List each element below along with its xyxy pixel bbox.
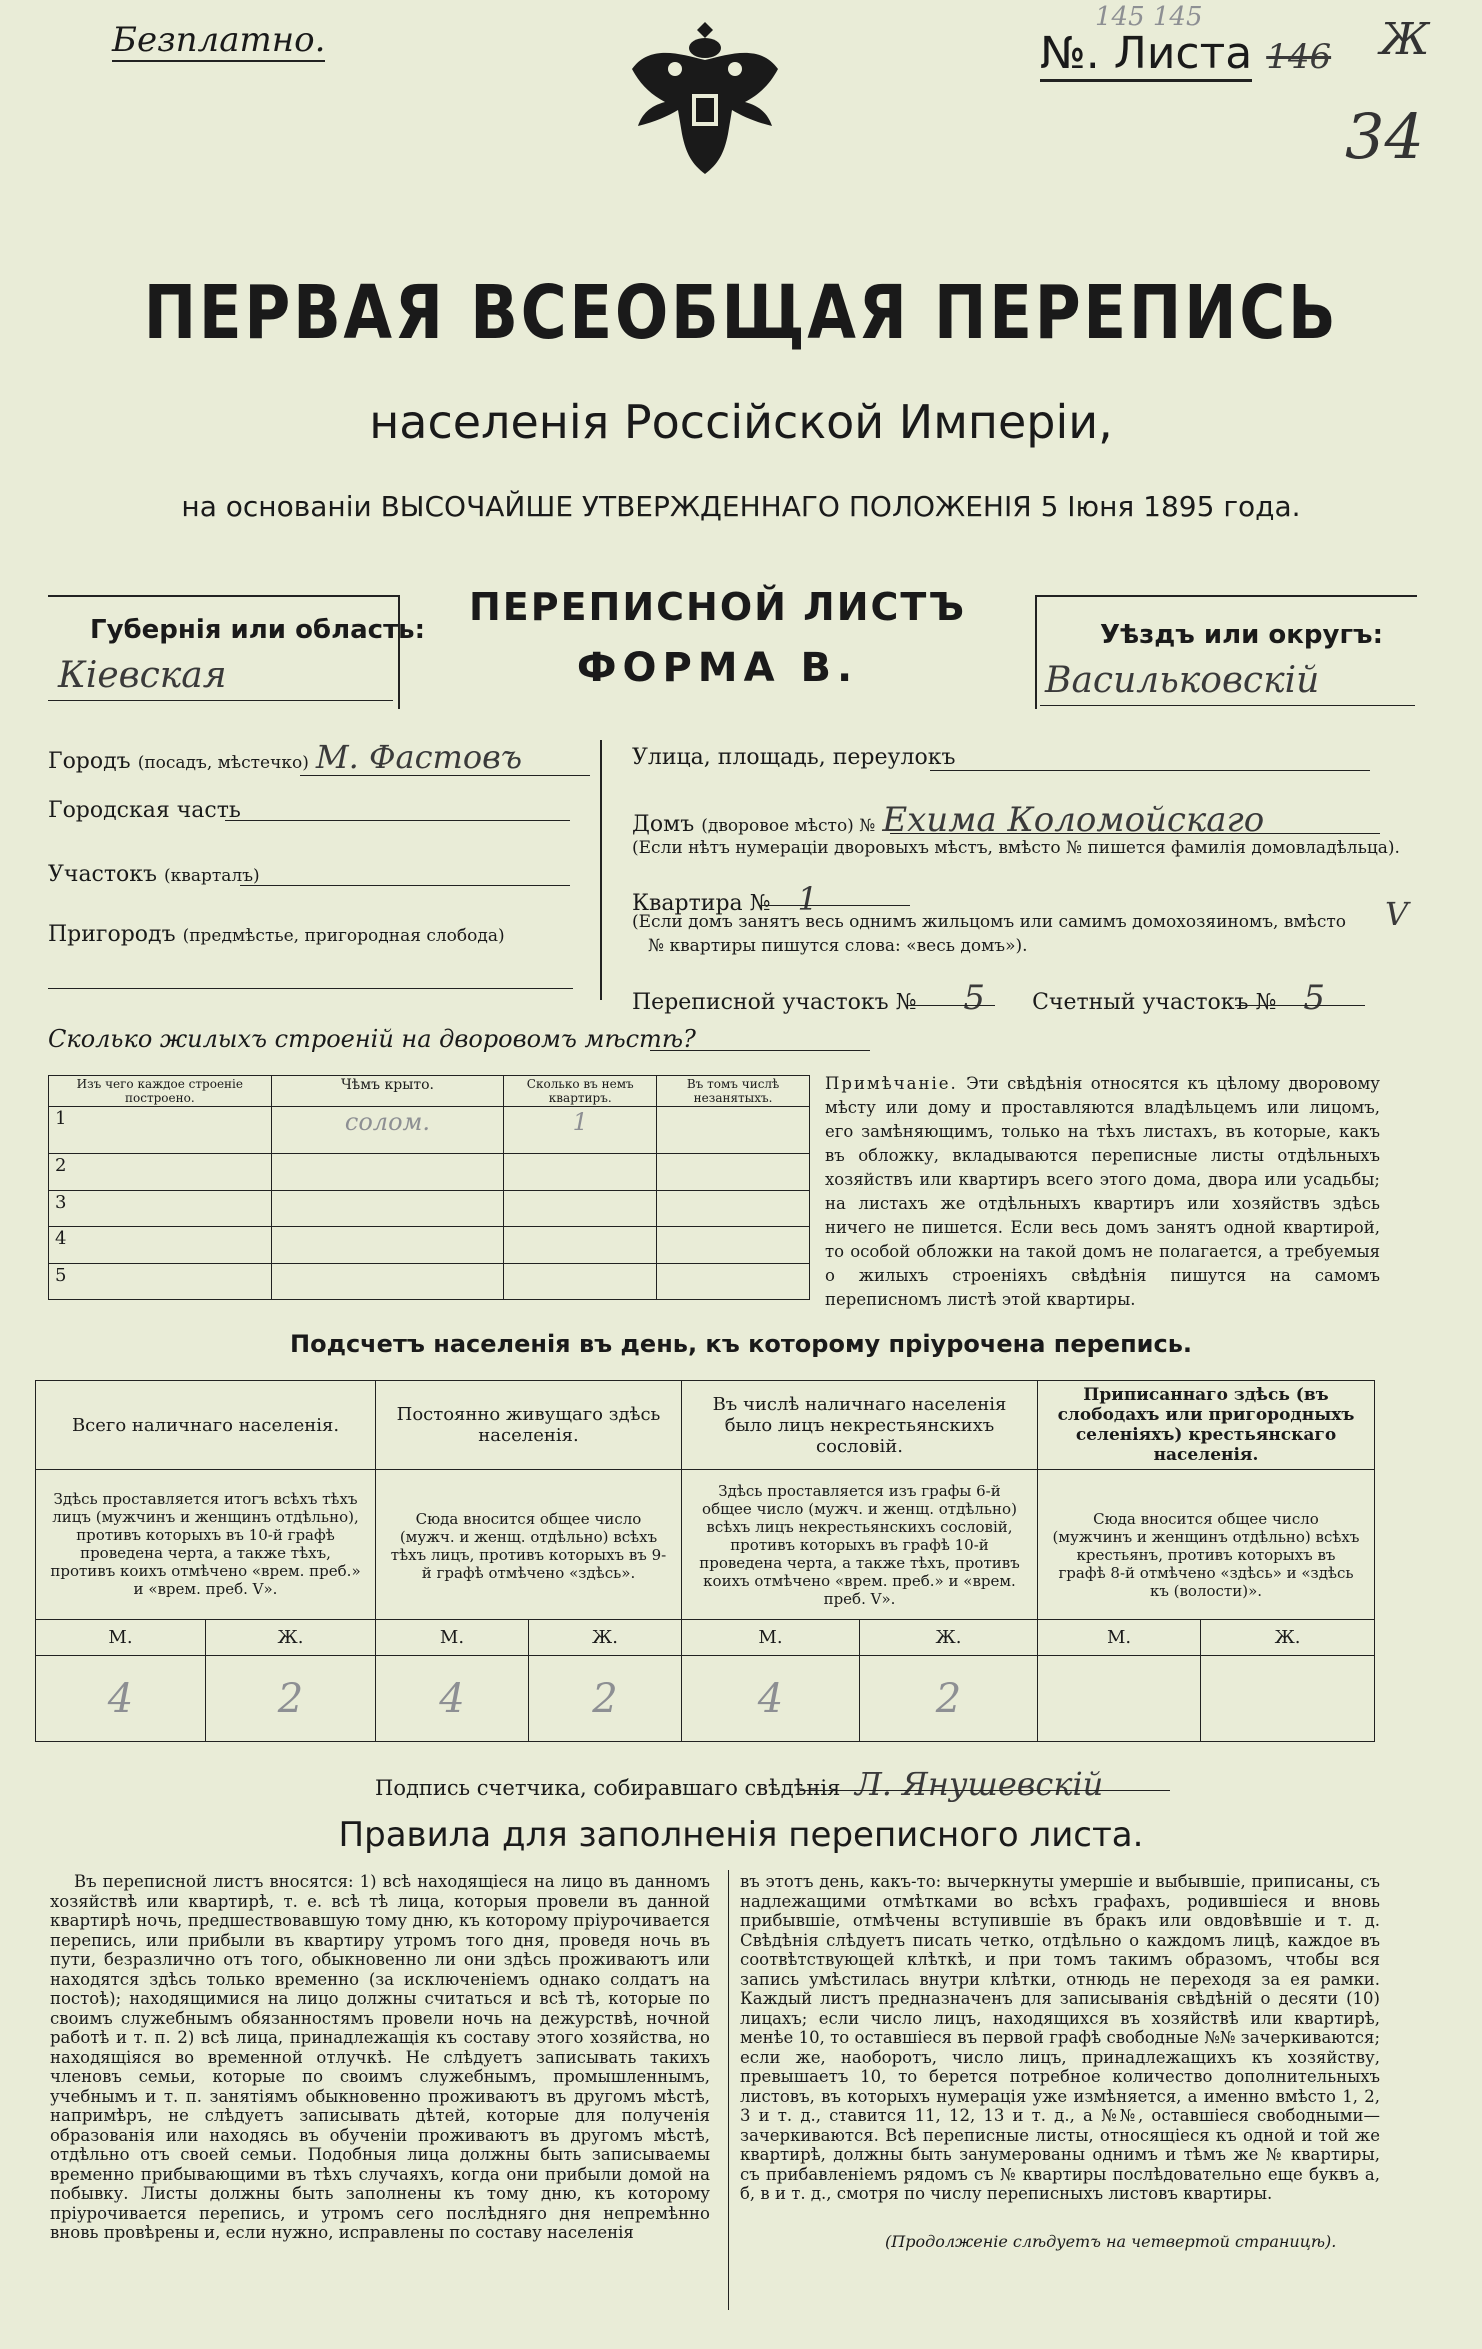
pop-col-header: Въ числѣ наличнаго населенія было лицъ некрестьянскихъ сословій. bbox=[682, 1381, 1038, 1470]
house-hint: (Если нѣтъ нумераціи дворовыхъ мѣстъ, вмѣсто № пишется фамилія домовладѣльца). bbox=[632, 838, 1400, 858]
district-underline bbox=[1040, 705, 1415, 706]
census-section-row bbox=[632, 978, 1325, 1018]
buildings-table bbox=[48, 1075, 810, 1300]
pop-col-header: Постоянно живущаго здѣсь населенія. bbox=[376, 1381, 682, 1470]
note-text: Эти свѣдѣнія относятся къ цѣлому дворовому мѣсту или дому и проставляются владѣльцемъ или лицомъ, его замѣняющимъ, только на тѣхъ листахъ, въ которые, какъ въ обложку, вкладываются переписные листы отдѣльныхъ хозяйствъ или квартиръ всего этого дома, двора или усадьбы; на листахъ же отдѣльныхъ квартиръ или хозяйствъ здѣсь ничего не пишется. Если весь домъ занятъ одной квартирой, то особой обложки на такой домъ не полагается, а требуемыя о жилыхъ строеніяхъ свѣдѣнія пишутся на самомъ переписномъ листѣ этой квартиры. bbox=[825, 1074, 1380, 1309]
census-section-label: Переписной участокъ № bbox=[632, 990, 917, 1015]
decree-line: на основаніи ВЫСОЧАЙШЕ УТВЕРЖДЕННАГО ПОЛОЖЕНІЯ 5 Іюня 1895 года. bbox=[181, 490, 1301, 523]
district-label: Уѣздъ или округъ: bbox=[1100, 620, 1383, 650]
suburb-row bbox=[48, 922, 505, 947]
population-heading: Подсчетъ населенія въ день, къ которому пріурочена перепись. bbox=[290, 1330, 1192, 1358]
female-header: Ж. bbox=[529, 1620, 682, 1656]
roof-cell bbox=[271, 1263, 504, 1299]
rules-heading: Правила для заполненія переписного листа. bbox=[338, 1815, 1144, 1855]
female-header: Ж. bbox=[1201, 1620, 1375, 1656]
house-value: Ехима Коломойскаго bbox=[882, 800, 1265, 840]
precinct-label: Участокъ bbox=[48, 862, 158, 887]
counting-section-value: 5 bbox=[1303, 978, 1326, 1018]
table-row bbox=[49, 1190, 810, 1226]
pencil-sheet-numbers: 145 145 bbox=[1095, 2, 1203, 32]
female-header: Ж. bbox=[206, 1620, 376, 1656]
uninhabited-cell bbox=[657, 1154, 810, 1190]
buildings-col-header: Изъ чего каждое строеніе построено. bbox=[49, 1076, 272, 1107]
census-section-value: 5 bbox=[963, 978, 986, 1018]
table-row bbox=[49, 1227, 810, 1263]
city-label: Городъ bbox=[48, 749, 131, 774]
pop-col-desc: Сюда вносится общее число (мужчинъ и женщинъ отдѣльно) всѣхъ крестьянъ, противъ которыхъ въ графѣ 8-й отмѣчено «здѣсь» и «здѣсь къ (волости)». bbox=[1038, 1470, 1375, 1620]
apartment-check-mark: V bbox=[1385, 895, 1409, 933]
sheet-number bbox=[1040, 28, 1331, 79]
suburb-underline bbox=[48, 988, 573, 989]
row-number: 4 bbox=[49, 1227, 272, 1263]
male-header: М. bbox=[1038, 1620, 1201, 1656]
province-label: Губернія или область: bbox=[90, 615, 425, 645]
count-cell: 2 bbox=[206, 1656, 376, 1742]
province-underline bbox=[48, 700, 393, 701]
precinct-row bbox=[48, 862, 260, 887]
pop-col-header: Всего наличнаго населенія. bbox=[36, 1381, 376, 1470]
census-section-underline bbox=[905, 1005, 995, 1006]
street-label: Улица, площадь, переулокъ bbox=[632, 745, 956, 770]
table-row bbox=[49, 1107, 810, 1154]
city-note: (посадъ, мѣстечко) bbox=[137, 753, 309, 773]
table-row bbox=[49, 1154, 810, 1190]
count-cell bbox=[1201, 1656, 1375, 1742]
buildings-question-underline bbox=[650, 1050, 870, 1051]
handwritten-page-number: 34 bbox=[1345, 100, 1424, 173]
handwritten-corner-mark: Ж bbox=[1380, 14, 1430, 65]
apartments-cell: 1 bbox=[504, 1107, 657, 1154]
count-cell: 4 bbox=[36, 1656, 206, 1742]
main-title: ПЕРВАЯ ВСЕОБЩАЯ ПЕРЕПИСЬ bbox=[143, 270, 1339, 356]
row-number: 5 bbox=[49, 1263, 272, 1299]
street-underline bbox=[930, 770, 1370, 771]
signature-label: Подпись счетчика, собиравшаго свѣдѣнія bbox=[375, 1776, 841, 1800]
uninhabited-cell bbox=[657, 1190, 810, 1226]
signature-row bbox=[375, 1765, 1103, 1803]
row-number: 1 bbox=[49, 1107, 272, 1154]
uninhabited-cell bbox=[657, 1227, 810, 1263]
count-cell: 4 bbox=[376, 1656, 529, 1742]
precinct-note: (кварталъ) bbox=[164, 866, 260, 886]
rules-continued: (Продолженіе слѣдуетъ на четвертой страницѣ). bbox=[885, 2232, 1337, 2251]
buildings-col-header: Въ томъ числѣ незанятыхъ. bbox=[657, 1076, 810, 1107]
pop-col-desc: Здѣсь проставляется изъ графы 6-й общее число (мужч. и женщ. отдѣльно) всѣхъ лицъ некрестьянскихъ сословій, противъ которыхъ въ графѣ 10-й проведена черта, а также тѣхъ, противъ коихъ отмѣчено «врем. преб.» и «врем. преб. V». bbox=[682, 1470, 1038, 1620]
house-row bbox=[632, 800, 1264, 840]
apartment-value: 1 bbox=[797, 880, 818, 918]
roof-cell bbox=[271, 1190, 504, 1226]
roof-cell bbox=[271, 1227, 504, 1263]
rules-right-column: въ этотъ день, какъ-то: вычеркнуты умершіе и выбывшіе, приписаны, съ надлежащими отмѣтками во всѣхъ графахъ, родившіеся и вновь прибывшіе, отмѣчены вступившіе въ бракъ или овдовѣвшіе и т. д. Свѣдѣнія слѣдуетъ писать четко, отдѣльно о каждомъ лицѣ, каждое въ соотвѣтствующей клѣткѣ, и при томъ такимъ образомъ, чтобы вся запись умѣстилась внутри клѣтки, отнюдь не переходя за ея рамки. Каждый листъ предназначенъ для записыванія свѣдѣній о десяти (10) лицахъ; если число лицъ, находящихся въ хозяйствѣ или квартирѣ, менѣе 10, то оставшіеся въ первой графѣ свободные №№ зачеркиваются; если же, наоборотъ, число лицъ, принадлежащихъ къ хозяйству, превышаетъ 10, то берется потребное количество дополнительныхъ листовъ, въ которыхъ нумерація уже измѣняется, а именно вмѣсто 1, 2, 3 и т. д., ставится 11, 12, 13 и т. д., а №№, оставшіеся свободными—зачеркиваются. Всѣ переписные листы, относящіеся къ одной и той же квартирѣ, должны быть занумерованы однимъ и тѣмъ же № квартиры, съ прибавленіемъ рядомъ съ № квартиры послѣдовательно еще буквъ а, б, в и т. д., смотря по числу переписныхъ листовъ квартиры. bbox=[740, 1872, 1380, 2203]
province-value: Кіевская bbox=[58, 655, 227, 696]
buildings-question: Сколько жилыхъ строеній на дворовомъ мѣстѣ? bbox=[48, 1025, 696, 1053]
uninhabited-cell bbox=[657, 1107, 810, 1154]
male-header: М. bbox=[36, 1620, 206, 1656]
city-value: М. Фастовъ bbox=[315, 738, 523, 776]
male-header: М. bbox=[682, 1620, 860, 1656]
count-cell: 4 bbox=[682, 1656, 860, 1742]
pop-col-header: Приписаннаго здѣсь (въ слободахъ или пригородныхъ селеніяхъ) крестьянскаго населенія. bbox=[1038, 1381, 1375, 1470]
house-label: Домъ bbox=[632, 812, 695, 837]
precinct-underline bbox=[240, 885, 570, 886]
house-underline bbox=[890, 833, 1380, 834]
roof-cell: солом. bbox=[271, 1107, 504, 1154]
count-cell bbox=[1038, 1656, 1201, 1742]
house-note: (дворовое мѣсто) № bbox=[701, 816, 876, 836]
signature-value: Л. Янушевскій bbox=[855, 1765, 1104, 1803]
signature-underline bbox=[800, 1790, 1170, 1791]
district-value: Васильковскій bbox=[1045, 660, 1320, 701]
rules-left-column: Въ переписной листъ вносятся: 1) всѣ находящіеся на лицо въ данномъ хозяйствѣ или квартирѣ, т. е. всѣ тѣ лица, которыя провели въ данной квартирѣ ночь, предшествовавшую тому дню, къ которому пріурочивается перепись, или прибыли въ квартиру утромъ того дня, проведя ночь въ пути, безразлично отъ того, обыкновенно ли они здѣсь проживаютъ или находятся здѣсь только временно (за исключеніемъ однако солдатъ на постоѣ); находящимися на лицо должны считаться и всѣ тѣ, которые по своимъ служебнымъ обязанностямъ провели ночь на дежурствѣ, ночной работѣ и т. п. 2) всѣ лица, принадлежащія къ составу этого хозяйства, но находящіяся во временной отлучкѣ. Не слѣдуетъ записывать такихъ членовъ семьи, которые по своимъ служебнымъ, промышленнымъ, учебнымъ и т. п. занятіямъ обыкновенно проживаютъ въ другомъ мѣстѣ, напримѣръ, не слѣдуетъ записывать дѣтей, которые для полученія образованія или находясь въ обученіи проживаютъ въ другомъ мѣстѣ, отдѣльно отъ своей семьи. Подобныя лица должны быть записываемы временно прибывающими въ тѣхъ случаяхъ, когда они прибыли домой на побывку. Листы должны быть заполнены къ тому дню, къ которому пріурочивается перепись, и утромъ сего послѣдняго дня непремѣнно вновь провѣрены и, если нужно, исправлены по составу населенія bbox=[50, 1872, 710, 2242]
apartment-hint-2: № квартиры пишутся слова: «весь домъ»). bbox=[648, 936, 1028, 956]
form-title: ПЕРЕПИСНОЙ ЛИСТЪ bbox=[468, 585, 967, 629]
pop-col-desc: Здѣсь проставляется итогъ всѣхъ тѣхъ лицъ (мужчинъ и женщинъ отдѣльно), противъ которыхъ въ 10-й графѣ проведена черта, а также тѣхъ, противъ коихъ отмѣчено «врем. преб.» и «врем. преб. V». bbox=[36, 1470, 376, 1620]
female-header: Ж. bbox=[860, 1620, 1038, 1656]
city-row bbox=[48, 738, 522, 776]
count-cell: 2 bbox=[529, 1656, 682, 1742]
row-number: 3 bbox=[49, 1190, 272, 1226]
form-variant: ФОРМА В. bbox=[576, 645, 859, 691]
row-number: 2 bbox=[49, 1154, 272, 1190]
apartments-cell bbox=[504, 1190, 657, 1226]
male-header: М. bbox=[376, 1620, 529, 1656]
counting-section-underline bbox=[1235, 1005, 1365, 1006]
vertical-divider bbox=[600, 740, 602, 1000]
roof-cell bbox=[271, 1154, 504, 1190]
sheet-number-label: №. Листа bbox=[1040, 28, 1252, 82]
buildings-note bbox=[825, 1072, 1380, 1312]
note-heading: Примѣчаніе. bbox=[825, 1074, 958, 1093]
counting-section-label: Счетный участокъ № bbox=[1032, 990, 1277, 1015]
pop-col-desc: Сюда вносится общее число (мужч. и женщ. отдѣльно) всѣхъ тѣхъ лицъ, противъ которыхъ въ 9-й графѣ отмѣчено «здѣсь». bbox=[376, 1470, 682, 1620]
apartment-hint-1: (Если домъ занятъ весь однимъ жильцомъ или самимъ домохозяиномъ, вмѣсто bbox=[632, 912, 1347, 932]
double-headed-eagle-emblem bbox=[620, 14, 790, 184]
rules-divider bbox=[728, 1870, 729, 2310]
subtitle: населенія Россійской Имперіи, bbox=[369, 395, 1113, 449]
apartments-cell bbox=[504, 1263, 657, 1299]
apartment-underline bbox=[760, 905, 910, 906]
buildings-col-header: Сколько въ немъ квартиръ. bbox=[504, 1076, 657, 1107]
city-part-label: Городская часть bbox=[48, 798, 241, 823]
uninhabited-cell bbox=[657, 1263, 810, 1299]
city-part-underline bbox=[225, 820, 570, 821]
apartments-cell bbox=[504, 1154, 657, 1190]
suburb-note: (предмѣстье, пригородная слобода) bbox=[182, 926, 505, 946]
apartment-label: Квартира № bbox=[632, 891, 771, 916]
city-underline bbox=[300, 775, 590, 776]
count-cell: 2 bbox=[860, 1656, 1038, 1742]
suburb-label: Пригородъ bbox=[48, 922, 176, 947]
table-row bbox=[49, 1263, 810, 1299]
buildings-col-header: Чѣмъ крыто. bbox=[271, 1076, 504, 1107]
population-table bbox=[35, 1380, 1375, 1742]
free-label: Безплатно. bbox=[112, 20, 326, 60]
sheet-number-value: 146 bbox=[1266, 37, 1332, 77]
apartments-cell bbox=[504, 1227, 657, 1263]
